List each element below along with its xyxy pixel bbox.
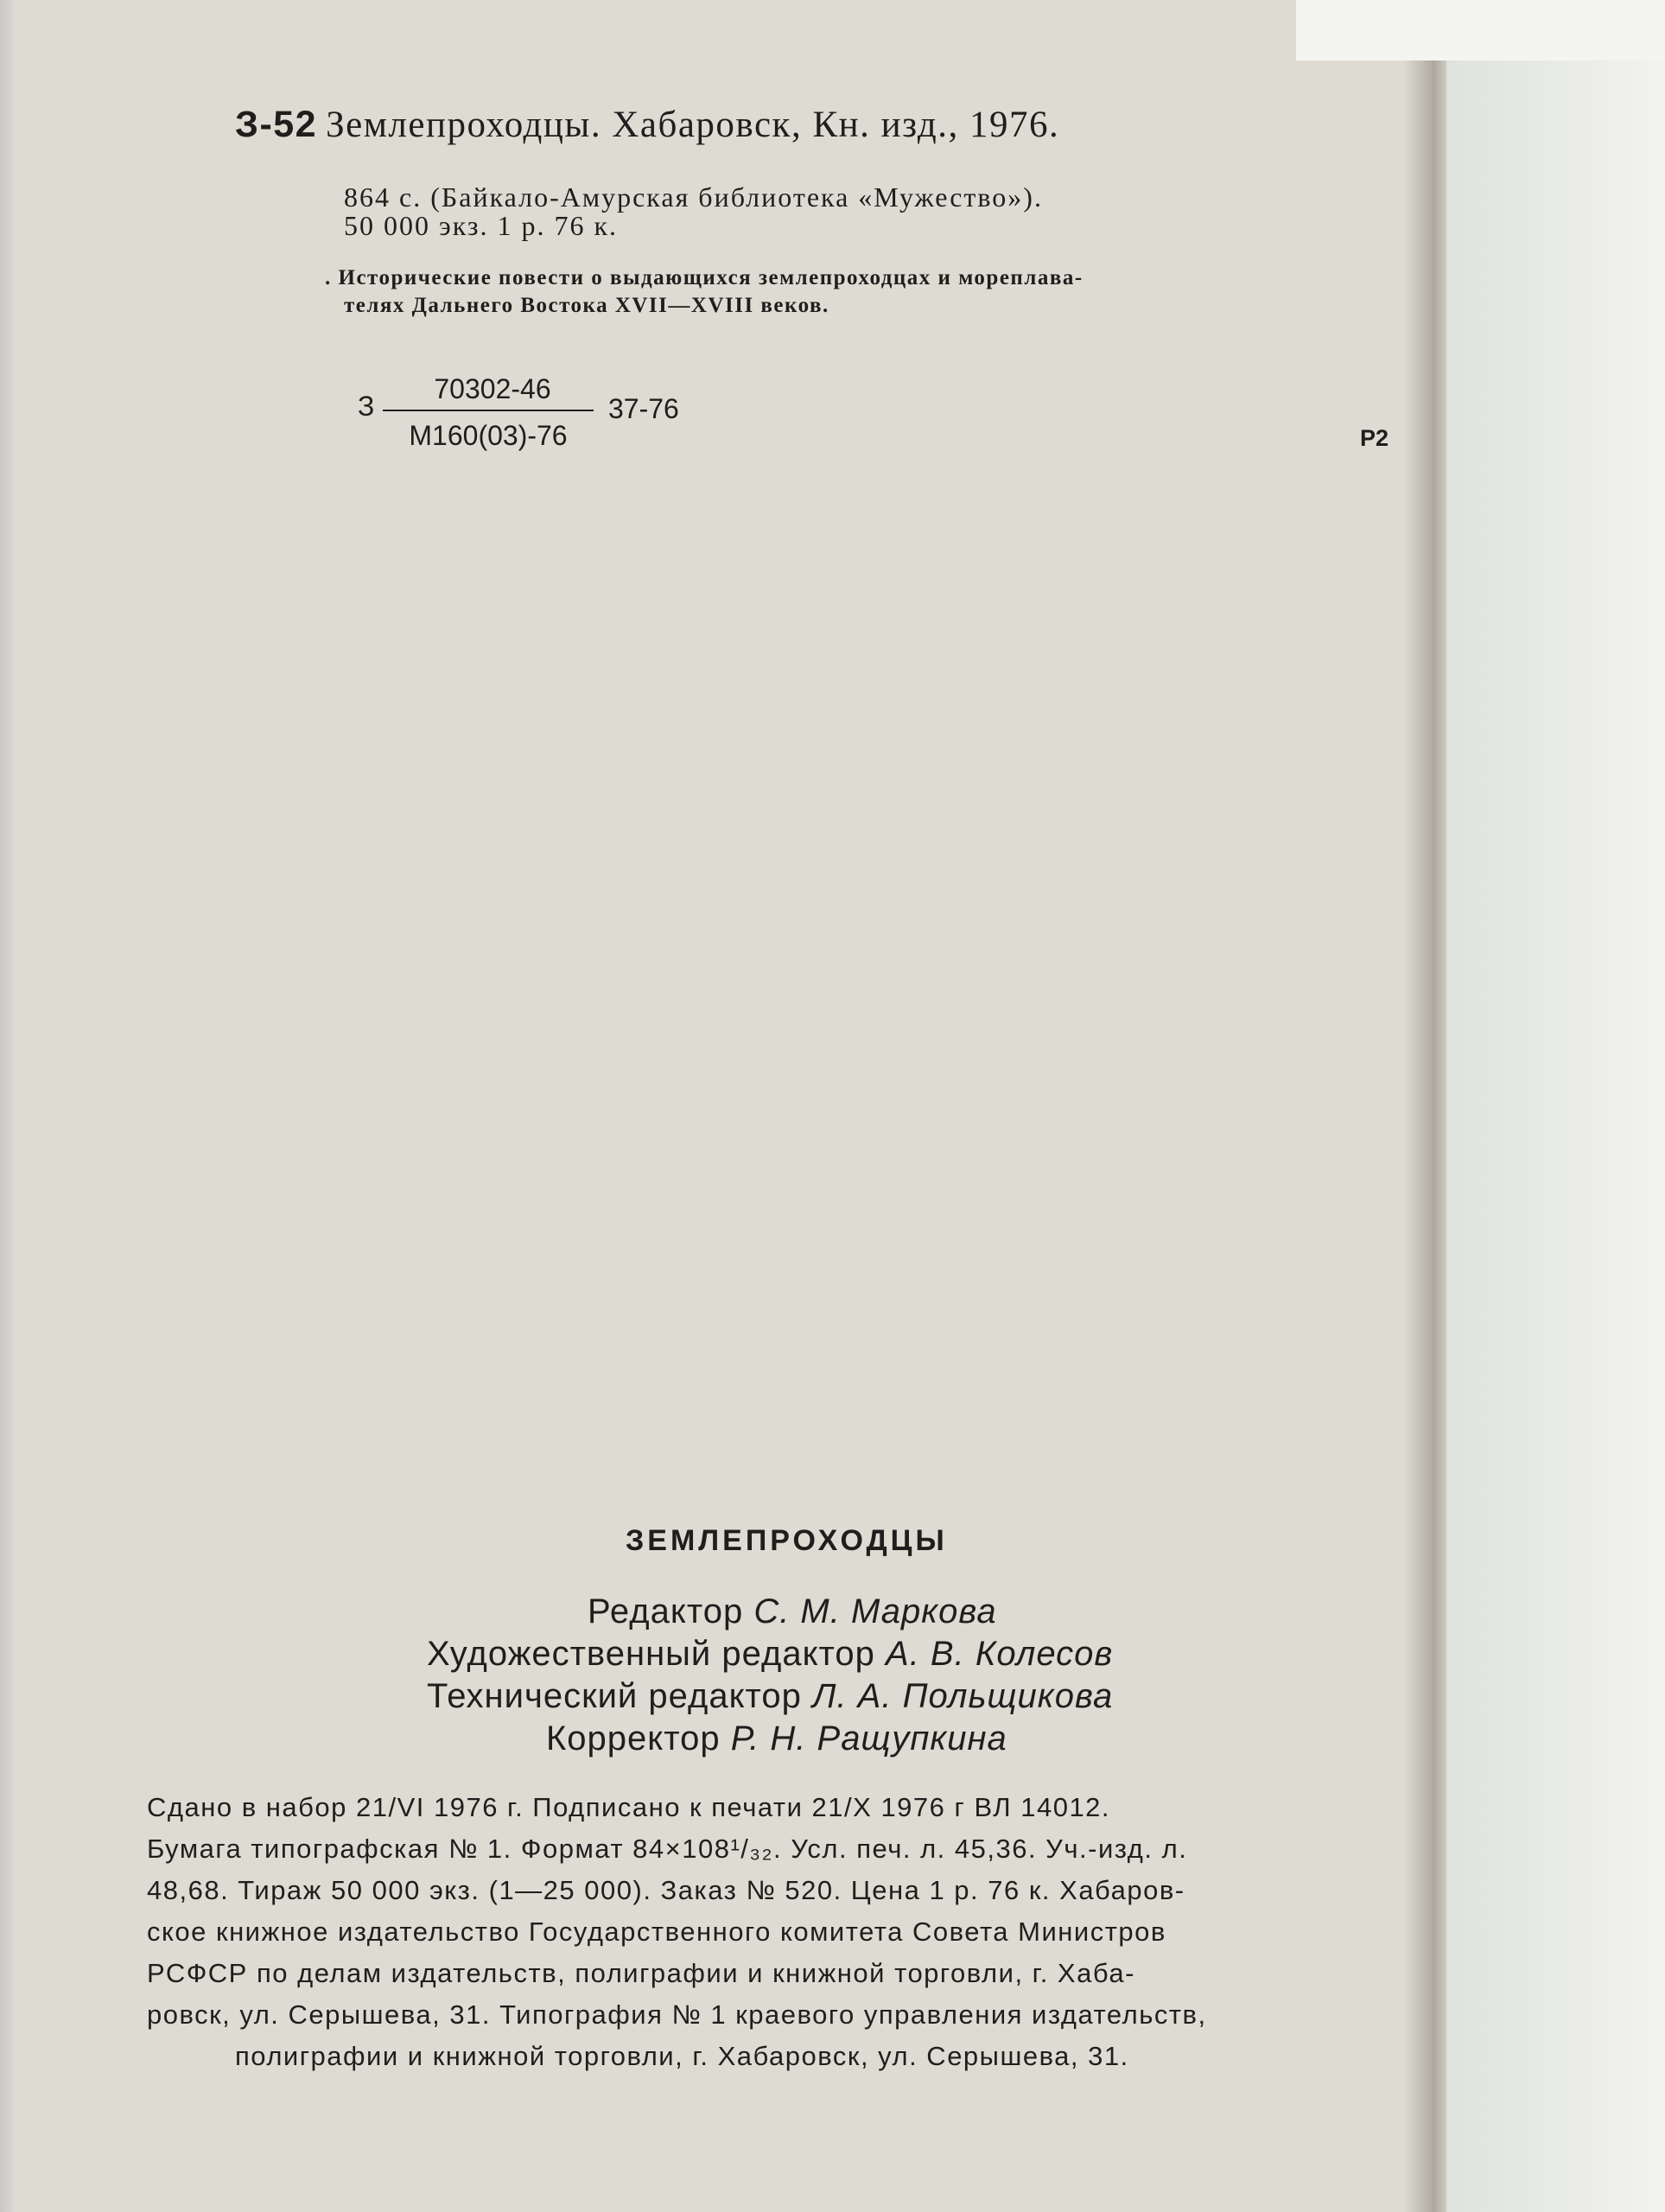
book-title: ЗЕМЛЕПРОХОДЦЫ	[626, 1524, 948, 1557]
index-denominator: М160(03)-76	[409, 420, 568, 451]
background	[1446, 0, 1665, 2212]
annotation-line-1: . Исторические повести о выдающихся землепроходцах и мореплава-	[325, 266, 1084, 289]
credit-role: Художественный редактор	[427, 1635, 875, 1673]
imprint-line-5: РСФСР по делам издательств, полиграфии и книжной торговли, г. Хаба-	[147, 1958, 1135, 1988]
imprint-line-6: ровск, ул. Серышева, 31. Типография № 1 краевого управления издательств,	[147, 1999, 1207, 2030]
index-prefix: З	[358, 391, 375, 422]
catalog-heading-text: Землепроходцы. Хабаровск, Кн. изд., 1976.	[326, 105, 1060, 145]
page-edge	[1433, 0, 1446, 2212]
adjacent-page-edge	[0, 0, 16, 2212]
class-code: Р2	[1360, 425, 1389, 451]
imprint-line-7: полиграфии и книжной торговли, г. Хабаровск, ул. Серышева, 31.	[235, 2041, 1129, 2071]
credit-person: Р. Н. Ращупкина	[730, 1719, 1007, 1758]
index-numerator: 70302-46	[434, 373, 551, 404]
credit-role: Редактор	[588, 1592, 744, 1630]
catalog-pages-series: 864 с. (Байкало-Амурская библиотека «Мужество»).	[344, 181, 1043, 213]
imprint-line-3: 48,68. Тираж 50 000 экз. (1—25 000). Заказ № 520. Цена 1 р. 76 к. Хабаров-	[147, 1875, 1185, 1905]
credit-proofreader	[546, 1719, 1007, 1758]
credit-person: Л. А. Польщикова	[812, 1677, 1114, 1715]
credit-person: А. В. Колесов	[886, 1635, 1114, 1673]
credit-role: Корректор	[546, 1719, 721, 1758]
catalog-print-run-price: 50 000 экз. 1 р. 76 к.	[344, 210, 619, 241]
catalog-heading	[235, 104, 1059, 146]
credit-role: Технический редактор	[427, 1677, 802, 1715]
credit-art-editor	[427, 1635, 1113, 1674]
annotation-line-2: телях Дальнего Востока XVII—XVIII веков.	[344, 294, 829, 317]
credit-editor	[588, 1592, 997, 1631]
imprint-line-2: Бумага типографская № 1. Формат 84×108¹/₃₂. Усл. печ. л. 45,36. Уч.-изд. л.	[147, 1834, 1188, 1864]
credit-technical-editor	[427, 1677, 1113, 1716]
background-top	[1296, 0, 1665, 60]
catalog-code: З-52	[235, 104, 318, 145]
imprint-line-4: ское книжное издательство Государственного комитета Совета Министров	[147, 1916, 1166, 1947]
credit-person: С. М. Маркова	[753, 1592, 997, 1630]
imprint-line-1: Сдано в набор 21/VI 1976 г. Подписано к печати 21/X 1976 г ВЛ 14012.	[147, 1792, 1111, 1822]
index-suffix: 37-76	[608, 393, 679, 424]
index-fraction-line	[383, 410, 594, 411]
